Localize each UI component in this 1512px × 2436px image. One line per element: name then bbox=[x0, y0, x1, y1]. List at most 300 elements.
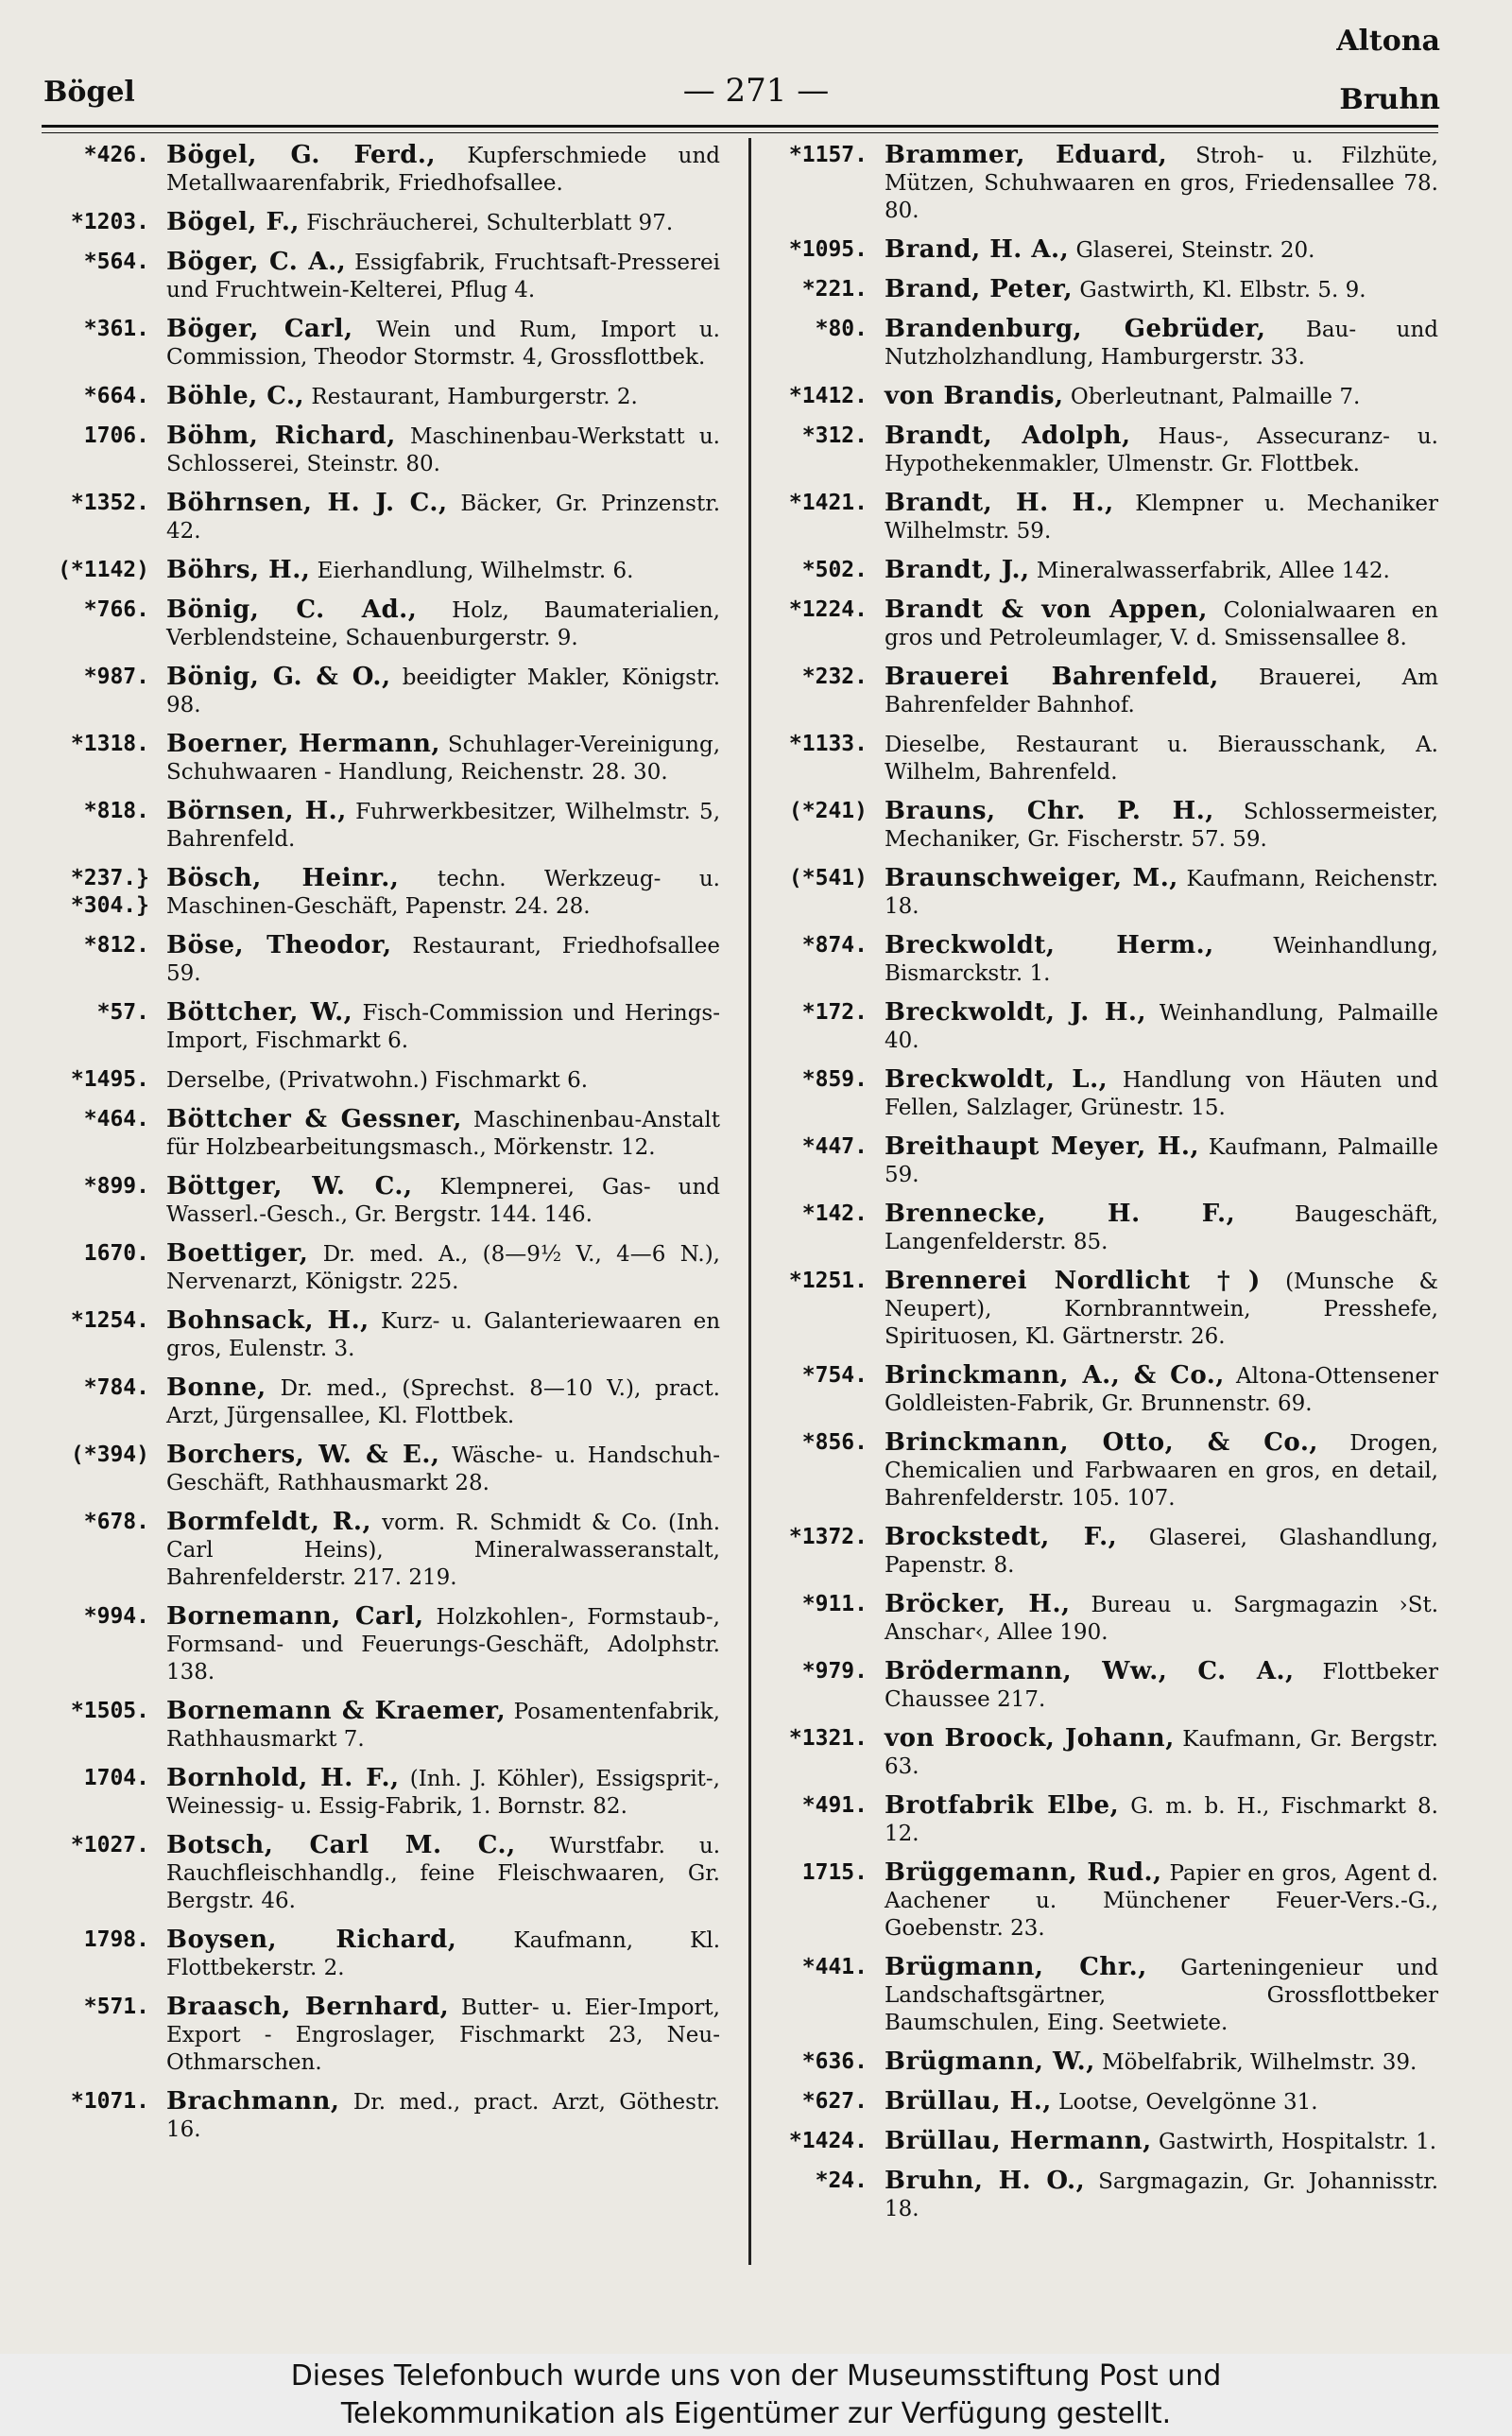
subscriber-details: Sargmagazin, Gr. Johannisstr. 18. bbox=[885, 2169, 1439, 2221]
entry-text bbox=[885, 1133, 1438, 1189]
subscriber-name: Brügmann, Chr., bbox=[885, 1953, 1147, 1981]
directory-entry bbox=[756, 423, 1438, 478]
directory-entry bbox=[756, 490, 1438, 545]
subscriber-name: Brügmann, W., bbox=[885, 2047, 1095, 2076]
subscriber-name: Bormfeldt, R., bbox=[166, 1508, 371, 1536]
subscriber-name: Brandt, Adolph, bbox=[885, 422, 1131, 450]
phone-number: *57. bbox=[96, 1000, 149, 1025]
directory-entry bbox=[756, 2088, 1438, 2116]
directory-entry bbox=[756, 664, 1438, 719]
subscriber-name: Bögel, G. Ferd., bbox=[166, 141, 437, 169]
subscriber-details: Schlossermeister, Mechaniker, Gr. Fischerstr. 57. 59. bbox=[885, 800, 1438, 852]
phone-number: *678. bbox=[83, 1510, 149, 1534]
subscriber-details: Handlung von Häuten und Fellen, Salzlager, Grünestr. 15. bbox=[885, 1068, 1438, 1120]
entry-text bbox=[885, 276, 1438, 304]
subscriber-name: Brennecke, H. F., bbox=[885, 1200, 1236, 1228]
phone-number: *994. bbox=[83, 1604, 149, 1629]
subscriber-details: (Inh. J. Köhler), Essigsprit-, Weinessig- u. Essig-Fabrik, 1. Bornstr. 82. bbox=[166, 1767, 720, 1819]
subscriber-details: Glaserei, Steinstr. 20. bbox=[1075, 238, 1315, 263]
entry-text bbox=[166, 142, 720, 198]
phone-number: *1352. bbox=[70, 491, 149, 515]
directory-entry bbox=[756, 557, 1438, 585]
directory-entry bbox=[38, 664, 720, 719]
subscriber-details: Kaufmann, Reichenstr. 18. bbox=[885, 867, 1439, 919]
directory-entry bbox=[38, 557, 720, 585]
subscriber-name: Bruhn, H. O., bbox=[885, 2167, 1086, 2195]
entry-text bbox=[885, 1201, 1438, 1256]
column-divider bbox=[748, 138, 751, 2265]
subscriber-details: Mineralwasserfabrik, Allee 142. bbox=[1036, 559, 1390, 583]
phone-number: *1071. bbox=[70, 2089, 149, 2114]
subscriber-name: Böhrnsen, H. J. C., bbox=[166, 489, 448, 517]
phone-number: *172. bbox=[801, 1000, 868, 1025]
subscriber-name: Bönig, G. & O., bbox=[166, 663, 391, 691]
phone-number: *361. bbox=[83, 317, 149, 341]
subscriber-details: Garteningenieur und Landschaftsgärtner, Grossflottbeker Baumschulen, Eing. Seetwiete. bbox=[885, 1956, 1438, 2035]
subscriber-name: Brüggemann, Rud., bbox=[885, 1858, 1162, 1887]
entry-text bbox=[166, 664, 720, 719]
subscriber-name: Brotfabrik Elbe, bbox=[885, 1791, 1120, 1820]
entry-text bbox=[166, 557, 720, 585]
entry-text bbox=[885, 383, 1438, 411]
directory-entry bbox=[38, 1603, 720, 1686]
phone-number: *1505. bbox=[70, 1699, 149, 1723]
directory-entry bbox=[756, 2048, 1438, 2077]
subscriber-name: Bonne, bbox=[166, 1373, 266, 1402]
entry-text bbox=[166, 249, 720, 304]
subscriber-name: Botsch, Carl M. C., bbox=[166, 1831, 516, 1859]
phone-number: *232. bbox=[801, 665, 868, 689]
entry-text bbox=[885, 557, 1438, 585]
phone-number: 1706. bbox=[83, 423, 149, 448]
subscriber-details: Wäsche- u. Handschuh-Geschäft, Rathhausmarkt 28. bbox=[166, 1443, 720, 1495]
subscriber-name: Bröcker, H., bbox=[885, 1590, 1071, 1618]
entry-text bbox=[166, 1106, 720, 1162]
phone-number: (*541) bbox=[788, 866, 868, 890]
entry-text bbox=[885, 1362, 1438, 1418]
phone-number: *1203. bbox=[70, 210, 149, 234]
subscriber-details: Lootse, Oevelgönne 31. bbox=[1058, 2090, 1318, 2115]
entry-text bbox=[885, 596, 1438, 652]
directory-entry bbox=[38, 1374, 720, 1430]
subscriber-details: Glaserei, Glashandlung, Papenstr. 8. bbox=[885, 1526, 1438, 1578]
subscriber-details: Haus-, Assecuranz- u. Hypothekenmakler, Ulmenstr. Gr. Flottbek. bbox=[885, 424, 1438, 476]
directory-entry bbox=[38, 383, 720, 411]
subscriber-name: Braunschweiger, M., bbox=[885, 864, 1178, 892]
entry-text bbox=[885, 1066, 1438, 1122]
subscriber-name: Böhrs, H., bbox=[166, 556, 311, 584]
subscriber-details: Dr. med. A., (8—9½ V., 4—6 N.), Nervenarzt, Königstr. 225. bbox=[166, 1242, 720, 1294]
phone-number: *812. bbox=[83, 933, 149, 958]
phone-number: *911. bbox=[801, 1592, 868, 1616]
entry-text bbox=[166, 1926, 720, 1982]
subscriber-name: Breckwoldt, L., bbox=[885, 1065, 1108, 1094]
phone-number: *80. bbox=[815, 317, 868, 341]
directory-entry bbox=[38, 490, 720, 545]
entry-text bbox=[166, 316, 720, 371]
directory-entry bbox=[38, 423, 720, 478]
subscriber-details: Stroh- u. Filzhüte, Mützen, Schuhwaaren en gros, Friedensallee 78. 80. bbox=[885, 144, 1438, 223]
subscriber-details: Baugeschäft, Langenfelderstr. 85. bbox=[885, 1202, 1439, 1254]
phone-number: *502. bbox=[801, 558, 868, 582]
phone-number: *874. bbox=[801, 933, 868, 958]
directory-entry bbox=[756, 1268, 1438, 1351]
phone-number: *754. bbox=[801, 1363, 868, 1388]
phone-number: *664. bbox=[83, 384, 149, 408]
directory-entry bbox=[38, 1066, 720, 1095]
phone-number: 1704. bbox=[83, 1766, 149, 1790]
phone-number: *1372. bbox=[788, 1525, 868, 1549]
subscriber-details: Restaurant, Friedhofsallee 59. bbox=[166, 934, 720, 986]
phone-number: *1027. bbox=[70, 1833, 149, 1857]
subscriber-details: Eierhandlung, Wilhelmstr. 6. bbox=[317, 559, 634, 583]
subscriber-name: Breckwoldt, J. H., bbox=[885, 998, 1147, 1027]
subscriber-name: Brand, Peter, bbox=[885, 275, 1074, 303]
entry-text bbox=[885, 1954, 1438, 2037]
subscriber-details: Wein und Rum, Import u. Commission, Theodor Stormstr. 4, Grossflottbek. bbox=[166, 318, 720, 370]
subscriber-name: Brandt, H. H., bbox=[885, 489, 1114, 517]
entry-text bbox=[166, 731, 720, 786]
entry-text bbox=[885, 2088, 1438, 2116]
subscriber-name: Böger, Carl, bbox=[166, 315, 353, 343]
subscriber-details: Bäcker, Gr. Prinzenstr. 42. bbox=[166, 492, 721, 544]
entry-text bbox=[885, 1268, 1438, 1351]
entry-text bbox=[885, 2168, 1438, 2223]
subscriber-details: Altona-Ottensener Goldleisten-Fabrik, Gr. Brunnenstr. 69. bbox=[885, 1364, 1438, 1416]
subscriber-name: Brandt, J., bbox=[885, 556, 1030, 584]
directory-entry bbox=[38, 999, 720, 1055]
directory-entry bbox=[38, 209, 720, 237]
subscriber-name: Böttger, W. C., bbox=[166, 1172, 413, 1201]
phone-number: *766. bbox=[83, 597, 149, 622]
directory-entry bbox=[38, 142, 720, 198]
subscriber-name: Brennerei Nordlicht †) bbox=[885, 1267, 1261, 1295]
phone-number: *441. bbox=[801, 1955, 868, 1979]
header-right-bottom: Bruhn bbox=[1339, 83, 1440, 116]
entry-text bbox=[885, 1792, 1438, 1848]
entry-text bbox=[885, 490, 1438, 545]
directory-entry bbox=[756, 383, 1438, 411]
subscriber-name: Breckwoldt, Herm., bbox=[885, 931, 1214, 959]
directory-entry bbox=[38, 731, 720, 786]
entry-text bbox=[166, 1765, 720, 1821]
phone-number: *1321. bbox=[788, 1726, 868, 1751]
phone-number: *447. bbox=[801, 1134, 868, 1159]
directory-entry bbox=[38, 1832, 720, 1915]
subscriber-details: Brauerei, Am Bahrenfelder Bahnhof. bbox=[885, 665, 1439, 717]
directory-entry bbox=[38, 1765, 720, 1821]
directory-entry bbox=[38, 1106, 720, 1162]
subscriber-name: Breithaupt Meyer, H., bbox=[885, 1132, 1200, 1161]
subscriber-details: Colonialwaaren en gros und Petroleumlager, V. d. Smissensallee 8. bbox=[885, 598, 1438, 650]
subscriber-name: Brandt & von Appen, bbox=[885, 596, 1208, 624]
subscriber-details: Dieselbe, Restaurant u. Bierausschank, A. Wilhelm, Bahrenfeld. bbox=[885, 733, 1438, 785]
subscriber-details: Derselbe, (Privatwohn.) Fischmarkt 6. bbox=[166, 1068, 589, 1093]
subscriber-name: Bornhold, H. F., bbox=[166, 1764, 400, 1792]
subscriber-name: Brachmann, bbox=[166, 2087, 340, 2116]
subscriber-name: Boettiger, bbox=[166, 1239, 309, 1268]
subscriber-details: Kupferschmiede und Metallwaarenfabrik, Friedhofsallee. bbox=[166, 144, 720, 196]
header-right-top: Altona bbox=[1336, 25, 1440, 58]
phone-number: *564. bbox=[83, 250, 149, 274]
subscriber-name: Braasch, Bernhard, bbox=[166, 1993, 450, 2021]
directory-entry bbox=[38, 932, 720, 988]
subscriber-name: Brand, H. A., bbox=[885, 235, 1070, 264]
entry-text bbox=[885, 2048, 1438, 2077]
subscriber-details: Maschinenbau-Anstalt für Holzbearbeitungsmasch., Mörkenstr. 12. bbox=[166, 1108, 721, 1160]
entry-text bbox=[885, 316, 1438, 371]
subscriber-details: Gastwirth, Hospitalstr. 1. bbox=[1159, 2130, 1437, 2154]
entry-text bbox=[166, 1307, 720, 1363]
entry-text bbox=[885, 236, 1438, 265]
subscriber-name: Bönig, C. Ad., bbox=[166, 596, 418, 624]
subscriber-details: Dr. med., pract. Arzt, Göthestr. 16. bbox=[166, 2090, 720, 2142]
directory-entry bbox=[756, 865, 1438, 921]
subscriber-name: Böttcher & Gessner, bbox=[166, 1105, 462, 1133]
subscriber-name: Börnsen, H., bbox=[166, 797, 347, 825]
phone-number: *1421. bbox=[788, 491, 868, 515]
entry-text bbox=[166, 490, 720, 545]
phone-number: (*241) bbox=[788, 799, 868, 823]
footer-line-1: Dieses Telefonbuch wurde uns von der Museumsstiftung Post und bbox=[290, 2359, 1222, 2393]
subscriber-details: Butter- u. Eier-Import, Export - Engroslager, Fischmarkt 23, Neu-Othmarschen. bbox=[166, 1995, 720, 2075]
entry-text bbox=[885, 2128, 1438, 2156]
entry-text bbox=[885, 1524, 1438, 1580]
subscriber-name: Böttcher, W., bbox=[166, 998, 353, 1027]
directory-entry bbox=[38, 2088, 720, 2144]
subscriber-details: techn. Werkzeug- u. Maschinen-Geschäft, Papenstr. 24. 28. bbox=[166, 867, 720, 919]
entry-text bbox=[885, 798, 1438, 854]
directory-entry bbox=[38, 1698, 720, 1754]
subscriber-name: Borchers, W. & E., bbox=[166, 1441, 440, 1469]
directory-entry bbox=[756, 142, 1438, 225]
subscriber-name: Bornemann, Carl, bbox=[166, 1602, 424, 1631]
directory-entry bbox=[756, 1133, 1438, 1189]
phone-number: *426. bbox=[83, 143, 149, 167]
directory-entry bbox=[38, 798, 720, 854]
directory-entry bbox=[38, 1307, 720, 1363]
directory-entry bbox=[38, 1240, 720, 1296]
entry-text bbox=[885, 865, 1438, 921]
subscriber-details: Papier en gros, Agent d. Aachener u. Münchener Feuer-Vers.-G., Goebenstr. 23. bbox=[885, 1861, 1438, 1941]
subscriber-details: Gastwirth, Kl. Elbstr. 5. 9. bbox=[1079, 278, 1366, 302]
entry-text bbox=[166, 1509, 720, 1592]
entry-text bbox=[885, 664, 1438, 719]
subscriber-details: Holz, Baumaterialien, Verblendsteine, Schauenburgerstr. 9. bbox=[166, 598, 720, 650]
entry-text bbox=[166, 383, 720, 411]
subscriber-details: Weinhandlung, Palmaille 40. bbox=[885, 1001, 1439, 1053]
directory-entry bbox=[756, 276, 1438, 304]
subscriber-name: Bohnsack, H., bbox=[166, 1306, 369, 1335]
directory-entry bbox=[38, 1509, 720, 1592]
entry-text bbox=[166, 2088, 720, 2144]
subscriber-details: vorm. R. Schmidt & Co. (Inh. Carl Heins), Mineralwasseranstalt, Bahrenfelderstr. 217. 219. bbox=[166, 1511, 721, 1590]
directory-entry bbox=[756, 1859, 1438, 1943]
subscriber-details: Essigfabrik, Fruchtsaft-Presserei und Fruchtwein-Kelterei, Pflug 4. bbox=[166, 251, 720, 302]
subscriber-details: (Munsche & Neupert), Kornbranntwein, Presshefe, Spirituosen, Kl. Gärtnerstr. 26. bbox=[885, 1270, 1439, 1349]
phone-number: *627. bbox=[801, 2089, 868, 2114]
directory-entry bbox=[756, 932, 1438, 988]
subscriber-details: Wurstfabr. u. Rauchfleischhandlg., feine Fleischwaaren, Gr. Bergstr. 46. bbox=[166, 1834, 720, 1913]
entry-text bbox=[166, 1173, 720, 1229]
directory-entry bbox=[756, 731, 1438, 786]
subscriber-name: Brockstedt, F., bbox=[885, 1523, 1118, 1551]
phone-number: *818. bbox=[83, 799, 149, 823]
subscriber-details: Kaufmann, Palmaille 59. bbox=[885, 1135, 1438, 1187]
subscriber-name: Brüllau, Hermann, bbox=[885, 2127, 1152, 2155]
entry-text bbox=[885, 1429, 1438, 1512]
phone-number: *571. bbox=[83, 1995, 149, 2019]
subscriber-details: Holzkohlen-, Formstaub-, Formsand- und Feuerungs-Geschäft, Adolphstr. 138. bbox=[166, 1605, 720, 1684]
subscriber-name: Böhm, Richard, bbox=[166, 422, 396, 450]
phone-number: *987. bbox=[83, 665, 149, 689]
subscriber-name: Bögel, F., bbox=[166, 208, 300, 236]
phone-number: *1251. bbox=[788, 1269, 868, 1293]
subscriber-details: G. m. b. H., Fischmarkt 8. 12. bbox=[885, 1794, 1438, 1846]
entry-text bbox=[885, 1658, 1438, 1714]
subscriber-details: beeidigter Makler, Königstr. 98. bbox=[166, 665, 721, 717]
entry-text bbox=[166, 1698, 720, 1754]
subscriber-details: Restaurant, Hamburgerstr. 2. bbox=[311, 385, 638, 409]
phone-number: 1715. bbox=[801, 1860, 868, 1885]
phone-number: (*1142) bbox=[58, 558, 149, 582]
page-header bbox=[0, 0, 1512, 132]
entry-text bbox=[885, 1859, 1438, 1943]
phone-number: *979. bbox=[801, 1659, 868, 1684]
subscriber-details: Kaufmann, Kl. Flottbekerstr. 2. bbox=[166, 1928, 721, 1980]
phone-number: *1424. bbox=[788, 2129, 868, 2153]
directory-entry bbox=[756, 596, 1438, 652]
subscriber-name: Brüllau, H., bbox=[885, 2087, 1052, 2116]
entry-text bbox=[885, 1591, 1438, 1647]
entry-text bbox=[166, 1240, 720, 1296]
directory-entry bbox=[756, 1066, 1438, 1122]
subscriber-details: Fuhrwerkbesitzer, Wilhelmstr. 5, Bahrenfeld. bbox=[166, 800, 721, 852]
entry-text bbox=[166, 1066, 720, 1095]
phone-number: *1318. bbox=[70, 732, 149, 756]
subscriber-name: von Brandis, bbox=[885, 382, 1064, 410]
directory-entry bbox=[38, 1994, 720, 2077]
phone-number: *464. bbox=[83, 1107, 149, 1132]
entry-text bbox=[166, 596, 720, 652]
right-column bbox=[756, 142, 1438, 2235]
header-left-keyword: Bögel bbox=[43, 76, 135, 109]
directory-entry bbox=[756, 798, 1438, 854]
phone-number: 1670. bbox=[83, 1241, 149, 1266]
directory-entry bbox=[38, 1173, 720, 1229]
phone-number: *856. bbox=[801, 1430, 868, 1455]
subscriber-name: Brandenburg, Gebrüder, bbox=[885, 315, 1266, 343]
directory-entry bbox=[38, 1926, 720, 1982]
entry-text bbox=[166, 1374, 720, 1430]
entry-text bbox=[166, 423, 720, 478]
subscriber-name: Böhle, C., bbox=[166, 382, 305, 410]
subscriber-details: Flottbeker Chaussee 217. bbox=[885, 1660, 1438, 1712]
entry-text bbox=[885, 423, 1438, 478]
directory-entry bbox=[756, 1362, 1438, 1418]
entry-text bbox=[166, 209, 720, 237]
phone-number: *491. bbox=[801, 1793, 868, 1818]
subscriber-name: Bornemann & Kraemer, bbox=[166, 1697, 507, 1725]
directory-entry bbox=[756, 1201, 1438, 1256]
entry-text bbox=[885, 932, 1438, 988]
phone-number: *859. bbox=[801, 1067, 868, 1092]
subscriber-details: Fisch-Commission und Herings-Import, Fischmarkt 6. bbox=[166, 1001, 721, 1053]
subscriber-details: Bureau u. Sargmagazin ›St. Anschar‹, Allee 190. bbox=[885, 1593, 1439, 1645]
directory-entry bbox=[38, 596, 720, 652]
entry-text bbox=[166, 1832, 720, 1915]
subscriber-name: Brammer, Eduard, bbox=[885, 141, 1168, 169]
directory-entry bbox=[38, 316, 720, 371]
phone-number: *1412. bbox=[788, 384, 868, 408]
subscriber-details: Bau- und Nutzholzhandlung, Hamburgerstr. 33. bbox=[885, 318, 1438, 370]
subscriber-details: Dr. med., (Sprechst. 8—10 V.), pract. Arzt, Jürgensallee, Kl. Flottbek. bbox=[166, 1376, 720, 1428]
directory-entry bbox=[756, 1591, 1438, 1647]
directory-entry bbox=[756, 999, 1438, 1055]
phone-number: *1133. bbox=[788, 732, 868, 756]
directory-entry bbox=[756, 2168, 1438, 2223]
directory-entry bbox=[38, 865, 720, 921]
phone-number: *1095. bbox=[788, 237, 868, 262]
directory-entry bbox=[756, 1725, 1438, 1781]
subscriber-name: Boerner, Hermann, bbox=[166, 730, 440, 758]
phone-number: 1798. bbox=[83, 1927, 149, 1952]
subscriber-details: Möbelfabrik, Wilhelmstr. 39. bbox=[1102, 2050, 1418, 2075]
subscriber-details: Oberleutnant, Palmaille 7. bbox=[1070, 385, 1361, 409]
subscriber-details: Schuhlager-Vereinigung, Schuhwaaren - Handlung, Reichenstr. 28. 30. bbox=[166, 733, 721, 785]
phone-number: *636. bbox=[801, 2049, 868, 2074]
subscriber-name: Bösch, Heinr., bbox=[166, 864, 400, 892]
subscriber-name: Brauns, Chr. P. H., bbox=[885, 797, 1214, 825]
phone-number: *237.} *304.} bbox=[70, 866, 149, 918]
phone-number: *142. bbox=[801, 1201, 868, 1226]
footer-notice bbox=[0, 2354, 1512, 2436]
phone-number: *1495. bbox=[70, 1067, 149, 1092]
subscriber-name: Brauerei Bahrenfeld, bbox=[885, 663, 1219, 691]
entry-text bbox=[885, 731, 1438, 786]
subscriber-details: Kaufmann, Gr. Bergstr. 63. bbox=[885, 1727, 1438, 1779]
entry-text bbox=[166, 1603, 720, 1686]
entry-text bbox=[166, 1994, 720, 2077]
page-number: — 271 — bbox=[682, 72, 830, 110]
subscriber-details: Fischräucherei, Schulterblatt 97. bbox=[306, 211, 674, 235]
subscriber-details: Posamentenfabrik, Rathhausmarkt 7. bbox=[166, 1700, 720, 1752]
phone-number: *1254. bbox=[70, 1308, 149, 1333]
subscriber-name: Böse, Theodor, bbox=[166, 931, 392, 959]
subscriber-details: Kurz- u. Galanteriewaaren en gros, Eulenstr. 3. bbox=[166, 1309, 721, 1361]
directory-entry bbox=[756, 1429, 1438, 1512]
entry-text bbox=[885, 999, 1438, 1055]
subscriber-details: Klempnerei, Gas- und Wasserl.-Gesch., Gr. Bergstr. 144. 146. bbox=[166, 1175, 721, 1227]
entry-text bbox=[166, 999, 720, 1055]
phone-number: *221. bbox=[801, 277, 868, 302]
header-rule bbox=[42, 125, 1438, 128]
directory-entry bbox=[756, 1954, 1438, 2037]
entry-text bbox=[166, 932, 720, 988]
directory-entry bbox=[756, 1792, 1438, 1848]
directory-entry bbox=[756, 316, 1438, 371]
left-column bbox=[38, 142, 720, 2155]
entry-text bbox=[166, 865, 720, 921]
phone-number: *312. bbox=[801, 423, 868, 448]
subscriber-name: Böger, C. A., bbox=[166, 248, 347, 276]
entry-text bbox=[885, 142, 1438, 225]
phone-number: *24. bbox=[815, 2168, 868, 2193]
header-rule-thin bbox=[42, 132, 1438, 133]
directory-entry bbox=[756, 2128, 1438, 2156]
directory-entry bbox=[38, 249, 720, 304]
subscriber-details: Klempner u. Mechaniker Wilhelmstr. 59. bbox=[885, 492, 1438, 544]
